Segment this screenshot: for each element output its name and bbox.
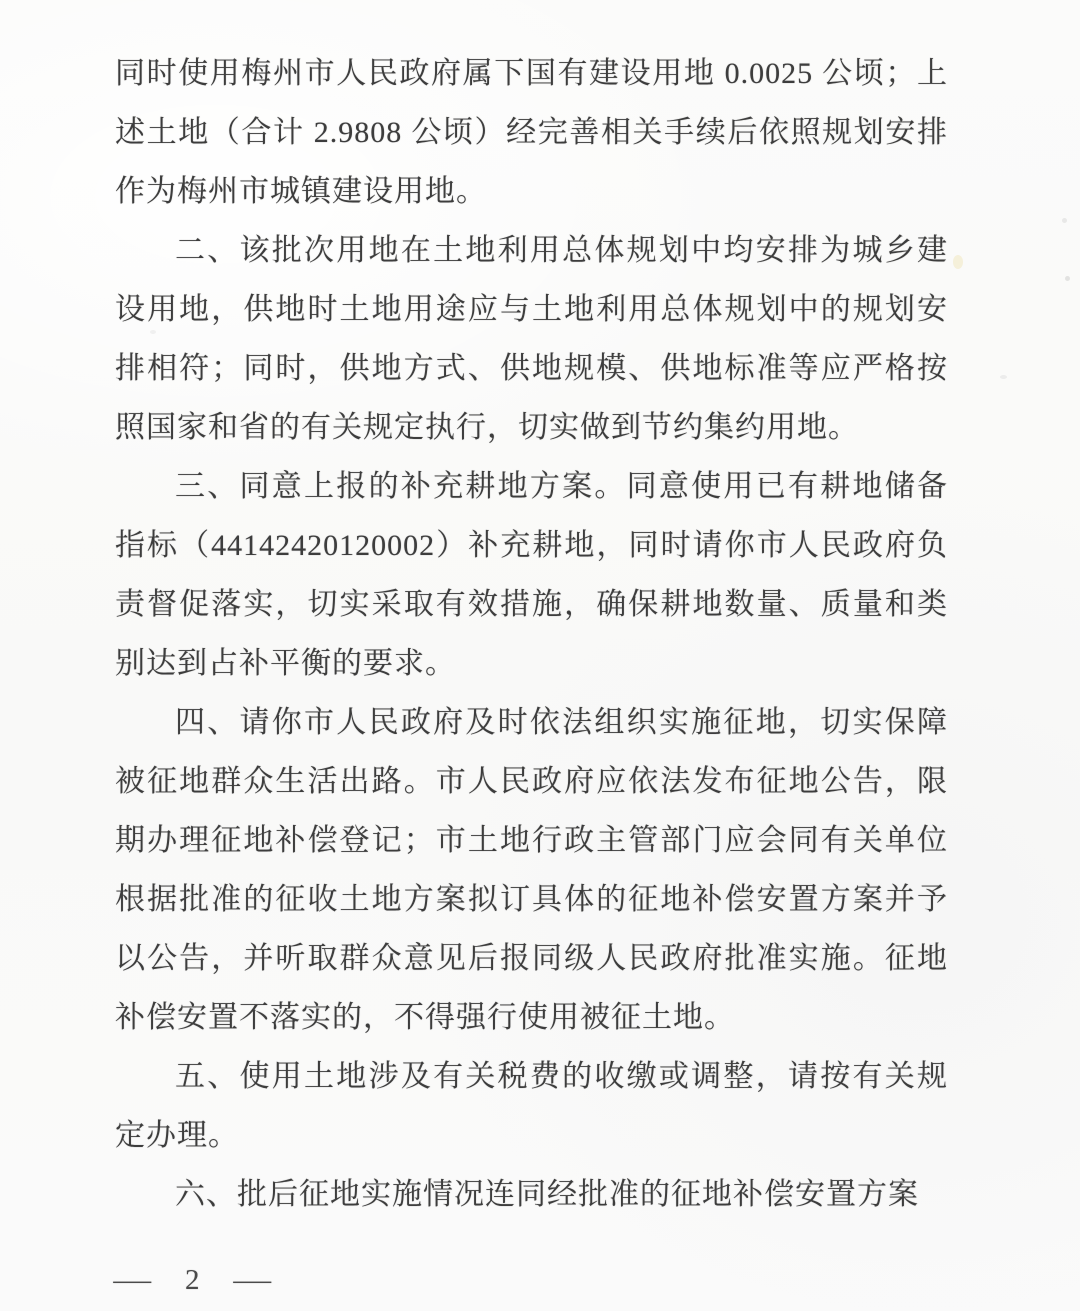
paragraph-item-2: 二、该批次用地在土地利用总体规划中均安排为城乡建设用地，供地时土地用途应与土地利用总体规划中的规划安排相符；同时，供地方式、供地规模、供地标准等应严格按照国家和省的有关规定执行，切实做到节约集约用地。: [115, 234, 948, 444]
scan-speck: [1000, 375, 1007, 379]
footer-left-dash: —: [113, 1264, 154, 1296]
paragraph-continuation: 同时使用梅州市人民政府属下国有建设用地 0.0025 公顷；上述土地（合计 2.9808 公顷）经完善相关手续后依照规划安排作为梅州市城镇建设用地。: [115, 57, 948, 208]
scan-speck: [1062, 218, 1067, 223]
scan-speck: [1065, 276, 1070, 281]
paragraph-item-6: 六、批后征地实施情况连同经批准的征地补偿安置方案: [175, 1178, 919, 1211]
page-number: 2: [185, 1264, 202, 1296]
scan-speck: [953, 255, 963, 269]
paragraph-item-4: 四、请你市人民政府及时依法组织实施征地，切实保障被征地群众生活出路。市人民政府应依法发布征地公告，限期办理征地补偿登记；市土地行政主管部门应会同有关单位根据批准的征收土地方案拟订具体的征地补偿安置方案并予以公告，并听取群众意见后报同级人民政府批准实施。征地补偿安置不落实的，不得强行使用被征土地。: [115, 706, 948, 1034]
page-number-footer: [113, 1264, 274, 1297]
document-body-text: [115, 44, 948, 1224]
paragraph-item-3: 三、同意上报的补充耕地方案。同意使用已有耕地储备指标（44142420120002）补充耕地，同时请你市人民政府负责督促落实，切实采取有效措施，确保耕地数量、质量和类别达到占补平衡的要求。: [115, 470, 948, 680]
footer-right-dash: —: [232, 1264, 274, 1296]
paragraph-item-5: 五、使用土地涉及有关税费的收缴或调整，请按有关规定办理。: [115, 1060, 948, 1152]
